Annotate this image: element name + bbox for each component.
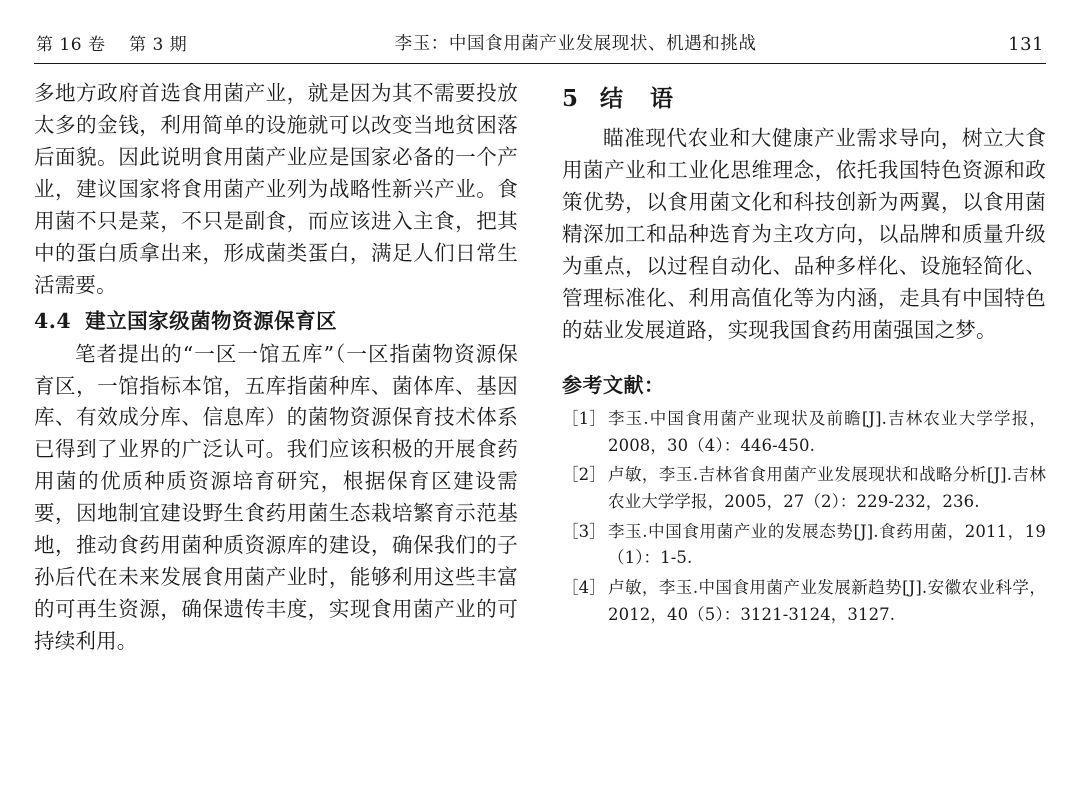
reference-marker: ［1］ [562, 408, 606, 428]
reference-list [562, 406, 1046, 629]
reference-marker: ［3］ [562, 521, 606, 541]
reference-text: 李玉.中国食用菌产业的发展态势[J].食药用菌，2011，19（1）：1-5. [608, 521, 1046, 568]
running-title: 李玉：中国食用菌产业发展现状、机遇和挑战 [394, 34, 757, 54]
left-column [34, 78, 518, 658]
running-head [34, 30, 1046, 63]
section-title: 结 语 [600, 85, 676, 112]
volume-issue-label: 第 16 卷 第 3 期 [36, 35, 188, 55]
continued-paragraph: 多地方政府首选食用菌产业，就是因为其不需要投放太多的金钱，利用简单的设施就可以改变当地贫困落后面貌。因此说明食用菌产业应是国家必备的一个产业，建议国家将食用菌产业列为战略性新兴产业。食用菌不只是菜，不只是副食，而应该进入主食，把其中的蛋白质拿出来，形成菌类蛋白，满足人们日常生活需要。 [34, 81, 518, 297]
section-heading-4-4 [34, 306, 518, 337]
reference-marker: ［2］ [562, 465, 606, 485]
references-heading: 参考文献： [562, 372, 665, 397]
section-title: 建立国家级菌物资源保育区 [85, 308, 338, 333]
list-item [562, 519, 1046, 572]
right-column [562, 78, 1046, 632]
reference-marker: ［4］ [562, 578, 606, 598]
section-5-paragraph: 瞄准现代农业和大健康产业需求导向，树立大食用菌产业和工业化思维理念，依托我国特色资源和政策优势，以食用菌文化和科技创新为两翼，以食用菌精深加工和品种选育为主攻方向，以品牌和质量升级为重点，以过程自动化、品种多样化、设施轻简化、管理标准化、利用高值化等为内涵，走具有中国特色的菇业发展道路，实现我国食药用菌强国之梦。 [562, 126, 1046, 342]
reference-text: 卢敏，李玉.中国食用菌产业发展新趋势[J].安徽农业科学，2012，40（5）：3121-3124，3127. [608, 578, 1046, 624]
list-item [562, 575, 1046, 628]
page-number: 131 [1008, 34, 1044, 55]
list-item [562, 462, 1046, 515]
section-4-4-paragraph: 笔者提出的“一区一馆五库”（一区指菌物资源保育区，一馆指标本馆，五库指菌种库、菌体库、基因库、有效成分库、信息库）的菌物资源保育技术体系已得到了业界的广泛认可。我们应该积极的开展食药用菌的优质种质资源培育研究，根据保育区建设需要，因地制宜建设野生食药用菌生态栽培繁育示范基地，推动食药用菌种质资源库的建设，确保我们的子孙后代在未来发展食用菌产业时，能够利用这些丰富的可再生资源，确保遗传丰度，实现食用菌产业的可持续利用。 [34, 341, 518, 654]
header-rule [34, 63, 1046, 64]
reference-text: 卢敏，李玉.吉林省食用菌产业发展现状和战略分析[J].吉林农业大学学报，2005，27（2）：229-232，236. [608, 465, 1046, 511]
reference-text: 李玉.中国食用菌产业现状及前瞻[J].吉林农业大学学报，2008，30（4）：446-450. [608, 408, 1046, 455]
section-number: 5 [562, 85, 581, 112]
section-heading-5 [562, 80, 1046, 113]
body-columns [34, 78, 1046, 658]
section-number: 4.4 [34, 308, 72, 333]
list-item [562, 406, 1046, 459]
